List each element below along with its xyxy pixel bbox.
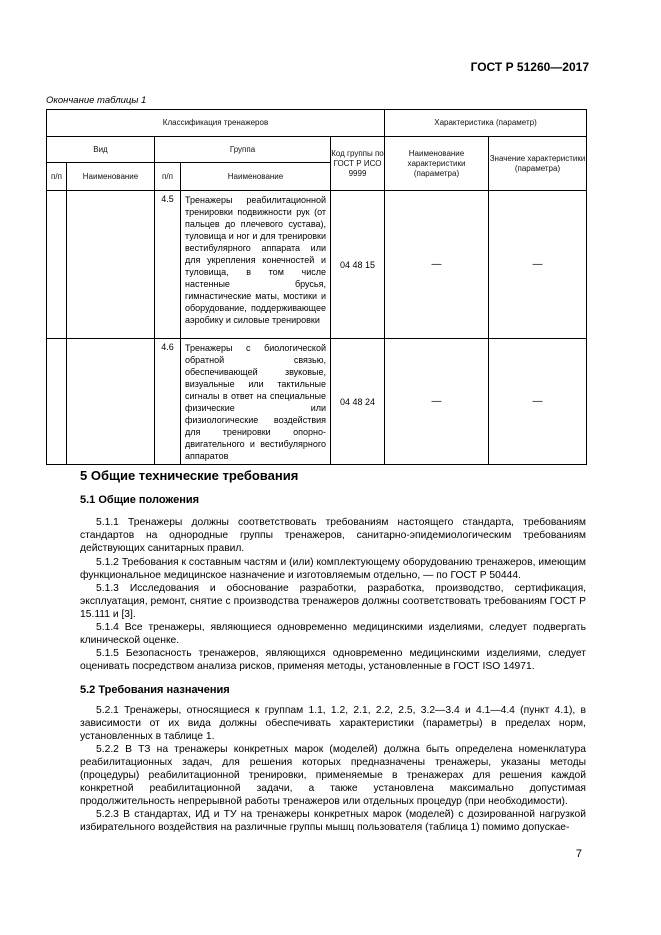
table-caption: Окончание таблицы 1 <box>46 95 147 106</box>
header-name-kind: Наименование <box>67 163 155 191</box>
row-description: Тренажеры с биологической обратной связью, обеспечивающей звуковые, визуальные или тактильные сигналы в ответ на специальные физические или физиологические воздействия для тренировки опорно-двигательного и вестибулярного аппаратов <box>181 339 331 465</box>
header-pp-kind: п/п <box>47 163 67 191</box>
paragraph-5-1-4: 5.1.4 Все тренажеры, являющиеся одновременно медицинскими изделиями, следует подвергать клинической оценке. <box>80 622 586 646</box>
paragraph-5-2-1: 5.2.1 Тренажеры, относящиеся к группам 1.1, 1.2, 2.1, 2.2, 2.5, 3.2—3.4 и 4.1—4.4 (пункт 4.1), в зависимости от их вида должны обеспечивать характеристики (параметры) в пределах норм, установленных в таблице 1. <box>80 705 586 742</box>
row-code: 04 48 15 <box>331 191 385 339</box>
header-characteristic: Характеристика (параметр) <box>385 110 587 137</box>
subsection-title: 5.1 Общие положения <box>80 494 200 506</box>
paragraph-5-1-2: 5.1.2 Требования к составным частям и (или) комплектующему оборудованию тренажеров, имеющим функциональное медицинское назначение и изготовляемым отдельно, — по ГОСТ Р 50444. <box>80 557 586 581</box>
header-code: Код группы по ГОСТ Р ИСО 9999 <box>331 137 385 191</box>
empty-cell <box>67 191 155 339</box>
header-group: Группа <box>155 137 331 163</box>
section-title: 5 Общие технические требования <box>80 468 299 483</box>
row-number: 4.6 <box>155 339 181 465</box>
empty-cell <box>67 339 155 465</box>
row-char-name: — <box>385 339 489 465</box>
header-char-value: Значение характеристики (параметра) <box>489 137 587 191</box>
empty-cell <box>47 191 67 339</box>
document-standard-header: ГОСТ Р 51260—2017 <box>470 60 589 74</box>
header-name-group: Наименование <box>181 163 331 191</box>
header-char-name: Наименование характеристики (параметра) <box>385 137 489 191</box>
empty-cell <box>47 339 67 465</box>
row-char-name: — <box>385 191 489 339</box>
header-kind: Вид <box>47 137 155 163</box>
row-description: Тренажеры реабилитационной тренировки подвижности рук (от пальцев до плечевого сустава), туловища и ног и для тренировки вестибулярного аппарата или для укрепления конечностей и туловища, в том числе настенные брусья, гимнастические маты, мостики и оборудование, поддерживающее аэробику и силовые тренировки <box>181 191 331 339</box>
header-pp-group: п/п <box>155 163 181 191</box>
page-number: 7 <box>575 848 582 860</box>
header-classification: Классификация тренажеров <box>47 110 385 137</box>
paragraph-5-1-5: 5.1.5 Безопасность тренажеров, являющихся одновременно медицинскими изделиями, следует оценивать посредством анализа рисков, применяя методы, установленные в ГОСТ ISO 14971. <box>80 648 586 672</box>
paragraph-5-1-1: 5.1.1 Тренажеры должны соответствовать требованиям настоящего стандарта, требованиям стандартов на однородные группы тренажеров, санитарно-эпидемиологическим требованиям действующих санитарных правил. <box>80 517 586 554</box>
classification-table <box>46 109 587 465</box>
paragraph-5-2-2: 5.2.2 В ТЗ на тренажеры конкретных марок (моделей) должна быть определена номенклатура реабилитационных задач, для решения которых предназначены тренажеры, указаны методы (процедуры) реабилитационной тренировки, применяемые в тренажерах для решения каждой конкретной реабилитационной задачи, а также установлена максимально допустимая продолжительность непрерывной работы тренажеров или отдельных процедур (при необходимости). <box>80 744 586 807</box>
table-row <box>47 339 587 465</box>
row-char-value: — <box>489 191 587 339</box>
row-number: 4.5 <box>155 191 181 339</box>
row-code: 04 48 24 <box>331 339 385 465</box>
table-row <box>47 191 587 339</box>
row-char-value: — <box>489 339 587 465</box>
subsection-title: 5.2 Требования назначения <box>80 684 230 696</box>
paragraph-5-2-3: 5.2.3 В стандартах, ИД и ТУ на тренажеры конкретных марок (моделей) с дозированной нагрузкой избирательного воздействия на различные группы мышц пользователя (таблица 1) помимо допускае- <box>80 809 586 833</box>
paragraph-5-1-3: 5.1.3 Исследования и обоснование разработки, разработка, производство, сертификация, эксплуатация, ремонт, снятие с производства тренажеров должны соответствовать требованиям ГОСТ Р 15.111 и [3]. <box>80 583 586 620</box>
